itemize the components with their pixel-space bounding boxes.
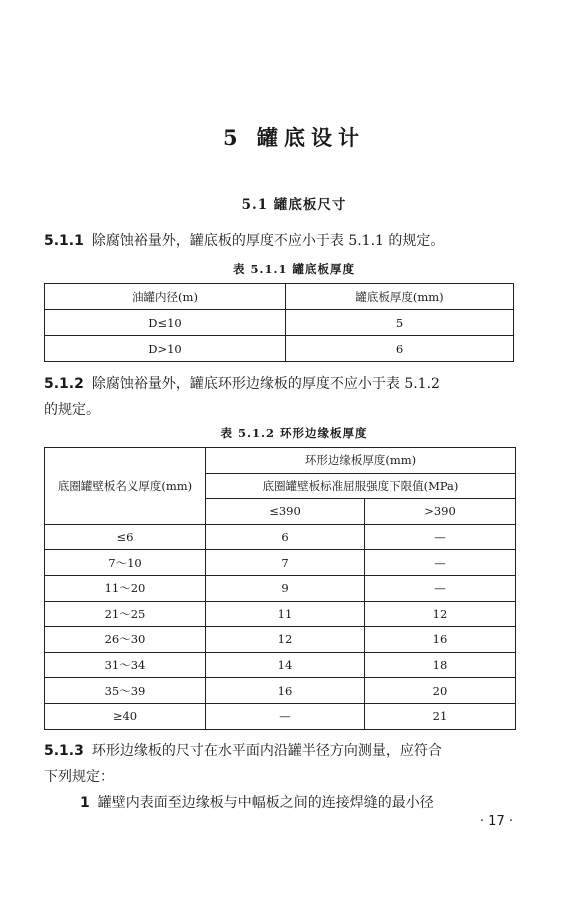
table-cell: — [365,575,516,601]
table-cell: 16 [365,627,516,653]
table-cell: ≤6 [45,524,206,550]
annular-plate-thickness-table [44,447,516,730]
table-cell: 7 [206,550,365,576]
table-cell: 16 [206,678,365,704]
table-row [45,550,516,576]
table-row [45,524,516,550]
bottom-plate-thickness-table [44,283,514,362]
table-caption: 表 5.1.1 罐底板厚度 [232,262,356,276]
clause-5-1-1 [44,228,544,254]
table-cell: 18 [365,652,516,678]
table-cell: 11 [206,601,365,627]
table-cell: 12 [206,627,365,653]
table-cell: 6 [286,336,514,362]
item-text: 罐壁内表面至边缘板与中幅板之间的连接焊缝的最小径 [97,795,434,811]
table-cell: 21～25 [45,601,206,627]
table-row [45,336,514,362]
clause-text-continued: 的规定。 [44,402,100,418]
table-header-row [45,284,514,310]
section-title: 5.1 罐底板尺寸 [241,197,347,213]
table-cell: 5 [286,310,514,336]
table-row [45,627,516,653]
clause-number: 5.1.1 [44,233,84,249]
table-caption: 表 5.1.2 环形边缘板厚度 [220,426,368,440]
chapter-title: 5 罐底设计 [223,125,365,150]
table-cell: 12 [365,601,516,627]
header-cell: 油罐内径(m) [45,284,286,310]
table-cell: 21 [365,703,516,729]
clause-5-1-3 [44,738,544,790]
header-cell: 底圈罐壁板标准屈服强度下限值(MPa) [206,473,516,499]
table-cell: 7～10 [45,550,206,576]
table-cell: D>10 [45,336,286,362]
clause-5-1-2 [44,371,544,423]
header-cell: 罐底板厚度(mm) [286,284,514,310]
table-cell: 11～20 [45,575,206,601]
page-number: · 17 · [479,814,513,829]
table-cell: D≤10 [45,310,286,336]
header-cell: 底圈罐壁板名义厚度(mm) [45,448,206,525]
clause-text: 除腐蚀裕量外，罐底板的厚度不应小于表 5.1.1 的规定。 [91,233,445,249]
clause-number: 5.1.2 [44,376,84,392]
clause-number: 5.1.3 [44,743,84,759]
list-item [80,790,540,816]
table-header-row [45,448,516,474]
table-row [45,678,516,704]
table-cell: 14 [206,652,365,678]
table-row [45,575,516,601]
table-row [45,652,516,678]
table-row [45,703,516,729]
table-cell: ≥40 [45,703,206,729]
header-cell: 环形边缘板厚度(mm) [206,448,516,474]
header-cell: ≤390 [206,499,365,525]
clause-text-continued: 下列规定： [44,769,114,785]
table-cell: — [206,703,365,729]
table-cell: 26～30 [45,627,206,653]
header-cell: >390 [365,499,516,525]
item-number: 1 [80,795,90,811]
table-cell: 9 [206,575,365,601]
clause-text: 环形边缘板的尺寸在水平面内沿罐半径方向测量，应符合 [91,743,442,759]
table-cell: 35～39 [45,678,206,704]
table-row [45,601,516,627]
table-row [45,310,514,336]
clause-text: 除腐蚀裕量外，罐底环形边缘板的厚度不应小于表 5.1.2 [91,376,440,392]
table-cell: 20 [365,678,516,704]
table-cell: — [365,524,516,550]
table-cell: — [365,550,516,576]
table-cell: 6 [206,524,365,550]
table-cell: 31～34 [45,652,206,678]
